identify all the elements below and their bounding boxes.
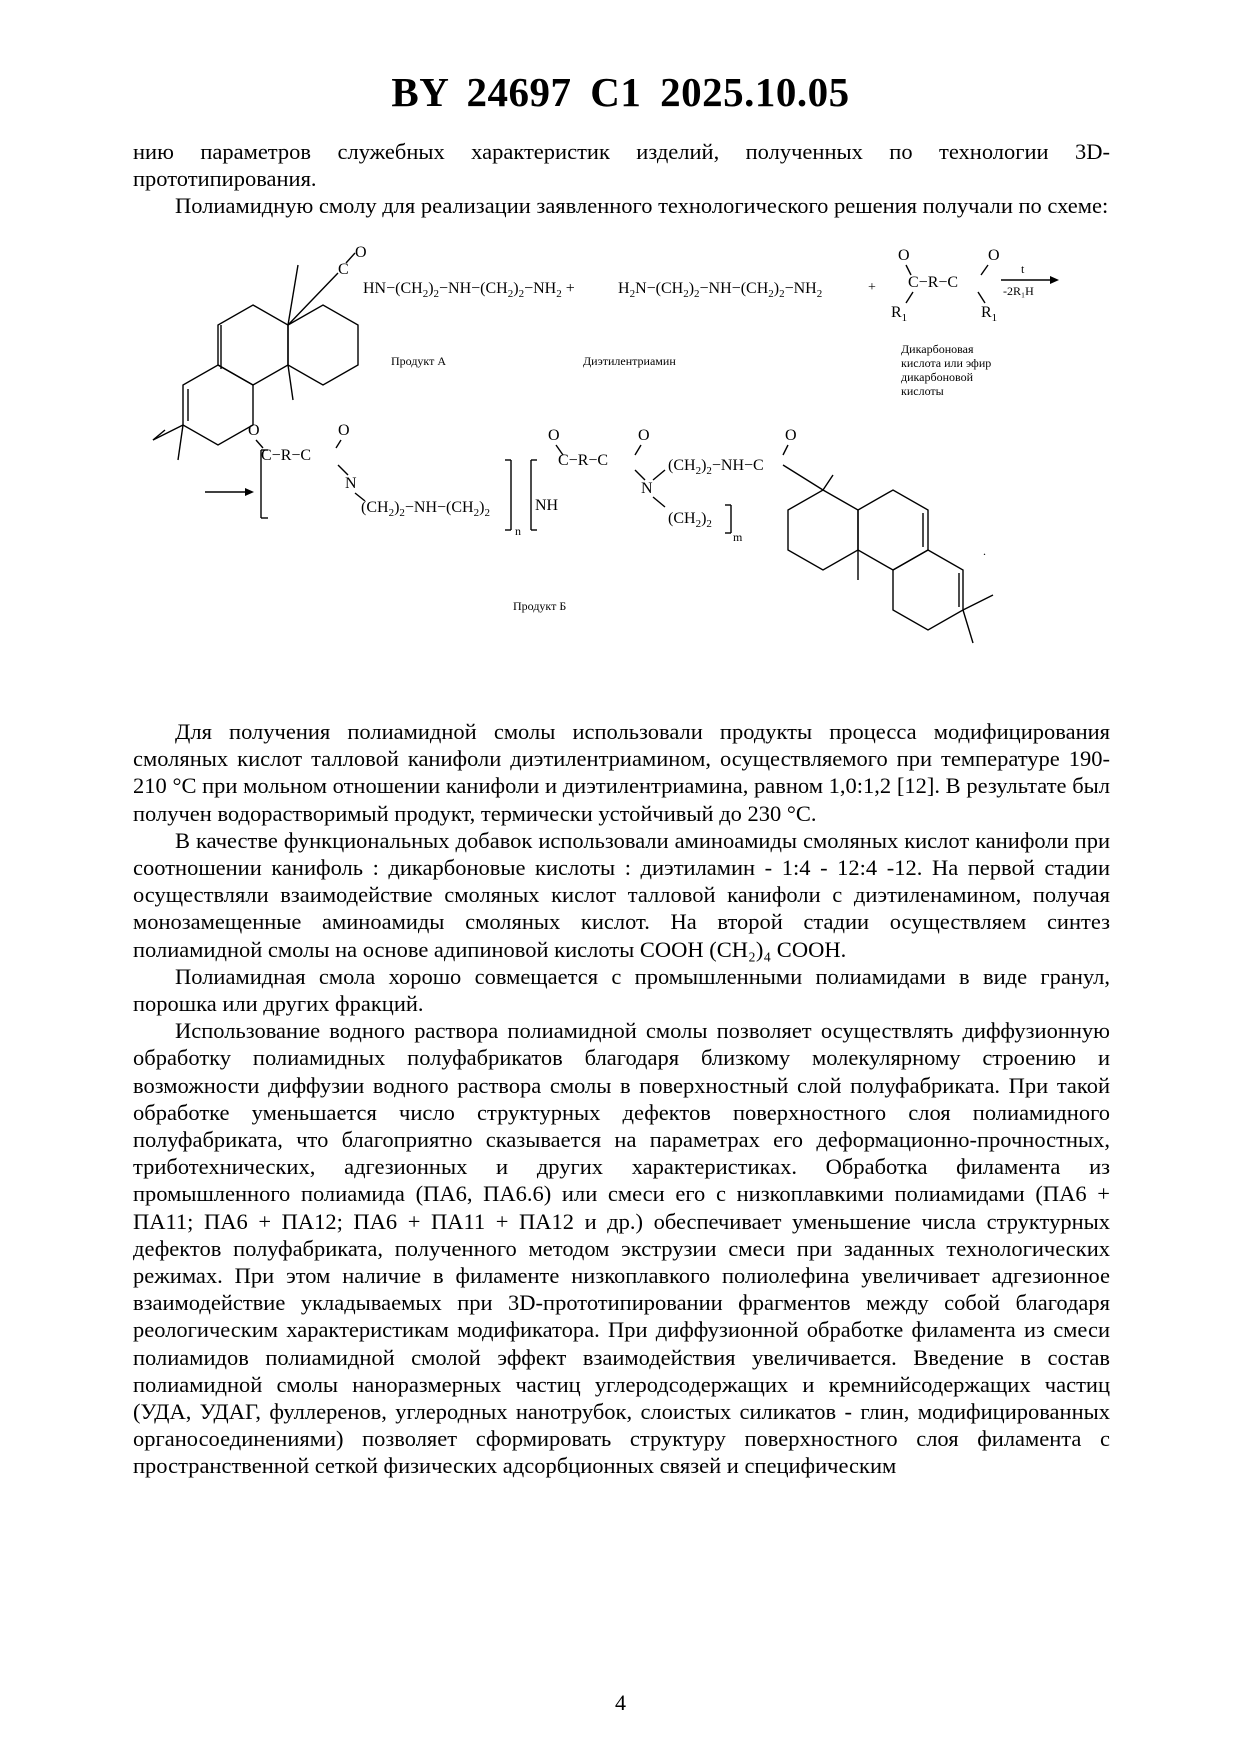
svg-text:H2N−(CH2)2−NH−(CH2)2−NH2: $H_2N-(CH_2)_2-NH-(CH_2)_2-NH_2$ [618, 280, 823, 300]
document-header: BY 24697 C1 2025.10.05 [391, 69, 850, 115]
label-acid-line-4: кислоты [901, 384, 944, 398]
repeat-index-m: m [733, 530, 743, 544]
label-product-b: Продукт Б [513, 599, 567, 613]
svg-text:O: O [638, 427, 650, 444]
product-b-terpene-structure [783, 465, 993, 643]
paragraph-compatibility: Полиамидная смола хорошо совмещается с промышленными полиамидами в виде гранул, порошка или других фракций. [133, 963, 1110, 1017]
svg-text:N: N [345, 475, 357, 492]
svg-text:C: C [338, 261, 349, 278]
arrow-condition-t: t [1021, 262, 1025, 276]
svg-text:O: O [355, 244, 367, 261]
label-acid-line-3: дикарбоновой [901, 370, 974, 384]
svg-text:N: N [641, 480, 653, 497]
reaction-scheme [133, 244, 1133, 695]
svg-text:O: O [785, 427, 797, 444]
paragraph-diffusion-treatment: Использование водного раствора полиамидной смолы позволяет осуществлять диффузионную обработку полиамидных полуфабрикатов благодаря близкому молекулярному строению и возможности диффузии водного раствора смолы в поверхностный слой полуфабриката. При такой обработке уменьшается число структурных дефектов поверхностного слоя полиамидного полуфабриката, что благоприятно сказывается на параметрах его деформационно-прочностных, триботехнических, адгезионных и других характеристиках. Обработка филамента из промышленного полиамида (ПА6, ПА6.6) или смеси его с низкоплавкими полиамидами (ПА6 + ПА11; ПА6 + ПА12; ПА6 + ПА11 + ПА12 и др.) обеспечивает уменьшение числа структурных дефектов полуфабриката, полученного методом экструзии смеси при заданных технологических режимах. При этом наличие в филаменте низкоплавкого полиолефина увеличивает адгезионное взаимодействие укладываемых при 3D-прототипировании фрагментов между собой благодаря реологическим характеристикам модификатора. При диффузионной обработке филамента из смеси полиамидов полиамидной смолой эффект взаимодействия увеличивается. Введение в состав полиамидной смолы наноразмерных частиц углеродсодержащих и кремнийсодержащих частиц (УДА, УДАГ, фуллеренов, углеродных нанотрубок, слоистых силикатов - глин, модифицированных органосоединениями) позволяет сформировать структуру поверхностного слоя филамента с пространственной сеткой физических адсорбционных связей и специфическим [133, 1018, 1110, 1479]
paragraph-modification: Для получения полиамидной смолы использовали продукты процесса модифицирования смоляных кислот талловой канифоли диэтилентриамином, осуществляемого при температуре 190-210 °С при мольном отношении канифоли и диэтилентриамина, равном 1,0:1,2 [12]. В результате был получен водорастворимый продукт, термически устойчивый до 230 °С. [133, 719, 1110, 826]
svg-text:O: O [338, 422, 350, 439]
body-text [133, 718, 1110, 1480]
svg-text:C−R−C: C−R−C [558, 452, 609, 469]
paragraph-additives: В качестве функциональных добавок использовали аминоамиды смоляных кислот канифоли при соотношении канифоль : дикарбоновые кислоты : диэтиламин - 1:4 - 12:4 -12. На первой стадии осуществляли взаимодействие смоляных кислот талловой канифоли с диэтиленамином, получая монозамещенные аминоамиды смоляных кислот. На второй стадии осуществляем синтез полиамидной смолы на основе адипиновой кислоты СООН (СН₂)₄ СООН. [133, 827, 1110, 962]
repeat-index-n: n [515, 524, 521, 538]
svg-text:NH: NH [535, 497, 559, 514]
svg-text:O: O [988, 247, 1000, 264]
svg-text:(CH2)2−NH−C: $(CH_2)_2-NH-C$ [668, 457, 764, 477]
svg-text:C−R−C: C−R−C [261, 447, 312, 464]
svg-text:R1: $R_1$ [891, 304, 908, 324]
svg-text:HN−(CH2)2−NH−(CH2)2−NH2 +: $HN-(CH_2)_2-NH-(CH_2)_2-NH_2$ + [363, 280, 575, 300]
label-product-a: Продукт А [391, 354, 447, 368]
intro-text [133, 138, 1110, 220]
svg-text:O: O [548, 427, 560, 444]
label-diethylenetriamine: Диэтилентриамин [583, 354, 676, 368]
label-acid-line-2: кислота или эфир [901, 356, 992, 370]
svg-text:O: O [248, 422, 260, 439]
svg-text:C−R−C: C−R−C [908, 274, 959, 291]
arrow-condition-byproduct: -2R₁H [1003, 284, 1034, 298]
svg-text:.: . [983, 544, 986, 558]
svg-text:O: O [898, 247, 910, 264]
page-number: 4 [615, 1690, 626, 1715]
svg-text:R1: $R_1$ [981, 304, 998, 324]
svg-text:+: + [868, 280, 876, 295]
intro-paragraph-continued: нию параметров служебных характеристик изделий, полученных по технологии 3D-прототипирования. [133, 139, 1110, 192]
svg-text:(CH2)2−NH−(CH2)2: $(CH_2)_2-NH-(CH_2)_2$ [361, 499, 490, 519]
intro-paragraph-scheme: Полиамидную смолу для реализации заявленного технологического решения получали по схеме: [175, 193, 1109, 219]
label-acid-line-1: Дикарбоновая [901, 342, 974, 356]
svg-text:(CH2)2: $(CH_2)_2$ [668, 510, 712, 530]
